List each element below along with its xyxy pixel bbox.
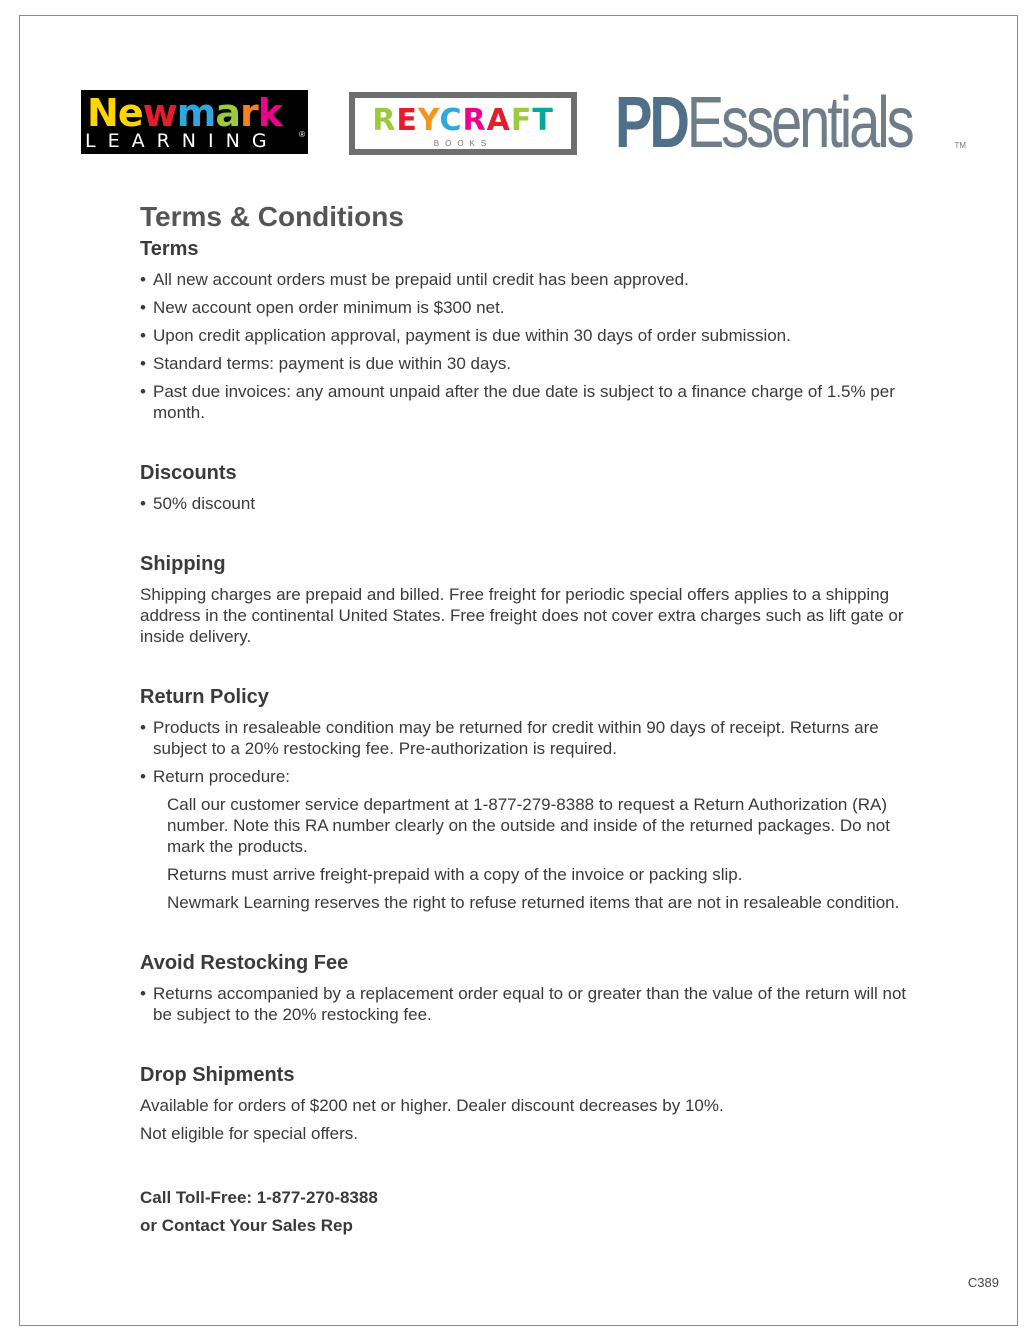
logo-letter: E (396, 103, 418, 138)
logo-letter: T (532, 103, 554, 138)
shipping-text: Shipping charges are prepaid and billed. Free freight for periodic special offers applies to a shipping address in the continental United States. Free freight does not cover extra charges such as lift gate or inside delivery. (140, 585, 904, 646)
restocking-heading: Avoid Restocking Fee (140, 952, 349, 974)
reycraft-logo-word (355, 104, 571, 138)
procedure-step: Newmark Learning reserves the right to refuse returned items that are not in resaleable condition. (167, 893, 900, 912)
drop-shipments-line: Not eligible for special offers. (140, 1124, 358, 1143)
logo-letter: R (462, 103, 487, 138)
discounts-section (140, 460, 920, 514)
newmark-learning-logo (81, 90, 308, 154)
page-title: Terms & Conditions (140, 201, 404, 232)
list-item: • Past due invoices: any amount unpaid after the due date is subject to a finance charge of 1.5% per month. (140, 381, 920, 423)
list-item: • Products in resaleable condition may be returned for credit within 90 days of receipt. Returns are subject to a 20% restocking fee. Pre-authorization is required. (140, 717, 920, 759)
logo-letter: e (117, 91, 143, 135)
pd-logo-bold: PD (615, 83, 687, 163)
contact-block (140, 1184, 920, 1240)
return-procedure (140, 794, 920, 913)
pd-essentials-logo (615, 83, 970, 163)
trademark-mark: TM (954, 141, 966, 150)
reycraft-books-logo (349, 92, 577, 155)
list-item: • Return procedure: (140, 766, 920, 787)
list-item: • All new account orders must be prepaid until credit has been approved. (140, 269, 920, 290)
logo-letter: m (176, 91, 216, 135)
logo-letter: A (486, 103, 511, 138)
logo-letter: C (439, 103, 463, 138)
pd-logo-light: Essentials (686, 83, 912, 163)
terms-heading: Terms (140, 238, 199, 260)
terms-section (140, 236, 920, 423)
logo-letter: N (87, 91, 118, 135)
restocking-section (140, 950, 920, 1025)
return-policy-heading: Return Policy (140, 686, 269, 708)
drop-shipments-heading: Drop Shipments (140, 1064, 295, 1086)
drop-shipments-section (140, 1062, 920, 1144)
list-item: • 50% discount (140, 493, 920, 514)
toll-free-line: Call Toll-Free: 1-877-270-8388 (140, 1188, 378, 1207)
list-item: • New account open order minimum is $300 net. (140, 297, 920, 318)
terms-content (140, 200, 920, 1240)
list-item: • Returns accompanied by a replacement order equal to or greater than the value of the return will not be subject to the 20% restocking fee. (140, 983, 920, 1025)
restocking-list (140, 983, 920, 1025)
list-item: • Upon credit application approval, payment is due within 30 days of order submission. (140, 325, 920, 346)
logo-letter: k (257, 91, 282, 135)
reycraft-logo-sub: BOOKS (433, 139, 493, 148)
list-item: • Standard terms: payment is due within 30 days. (140, 353, 920, 374)
shipping-section (140, 551, 920, 647)
drop-shipments-line: Available for orders of $200 net or higher. Dealer discount decreases by 10%. (140, 1096, 724, 1115)
newmark-logo-sub: LEARNING (85, 130, 279, 152)
shipping-heading: Shipping (140, 553, 226, 575)
sales-rep-line: or Contact Your Sales Rep (140, 1216, 353, 1235)
logo-letter: a (215, 91, 240, 135)
return-policy-list (140, 717, 920, 787)
procedure-step: Returns must arrive freight-prepaid with a copy of the invoice or packing slip. (167, 865, 743, 884)
discounts-list (140, 493, 920, 514)
discounts-heading: Discounts (140, 462, 237, 484)
procedure-step: Call our customer service department at 1-877-279-8388 to request a Return Authorization (RA) number. Note this RA number clearly on the outside and inside of the returned packages. Do not mark the products. (167, 795, 890, 856)
return-policy-section (140, 684, 920, 913)
logo-letter: Y (417, 103, 440, 138)
newmark-logo-word (87, 92, 282, 134)
logo-letter: w (142, 91, 177, 135)
logo-letter: R (372, 103, 397, 138)
document-code: C389 (967, 1275, 999, 1290)
terms-list (140, 269, 920, 423)
registered-mark: ® (299, 130, 305, 139)
logo-letter: F (510, 103, 533, 138)
logo-letter: r (239, 91, 258, 135)
